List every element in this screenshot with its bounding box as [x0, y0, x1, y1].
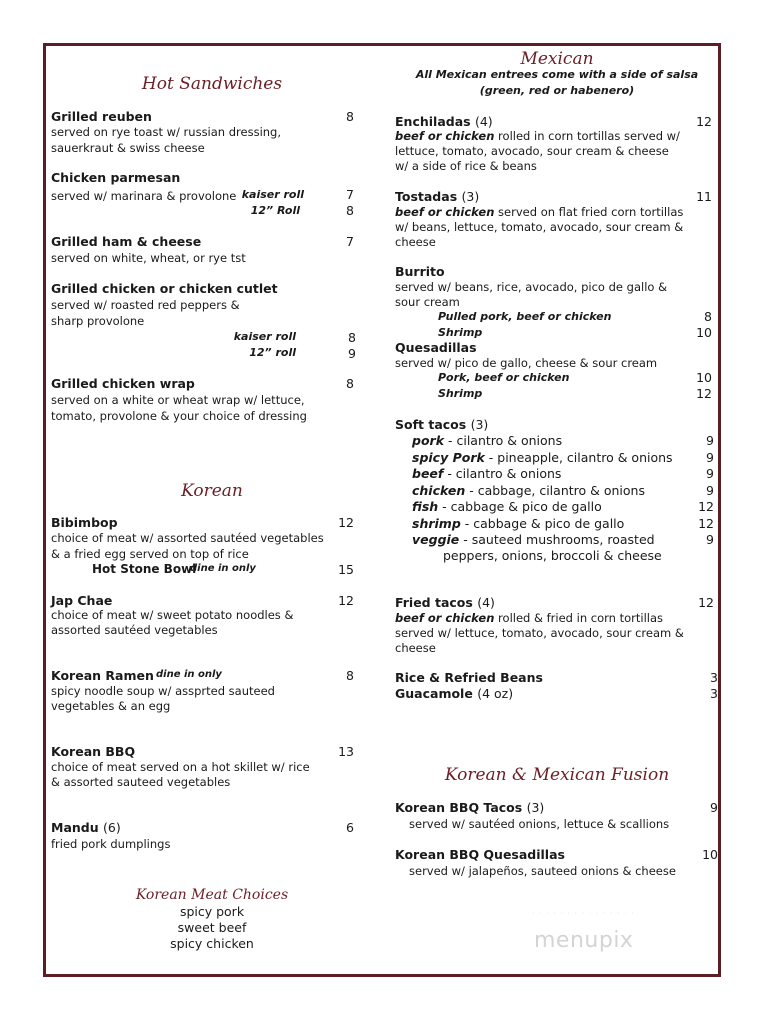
item-name: Quesadillas [395, 340, 477, 355]
item-price: 12 [698, 595, 714, 610]
taco-filling: fish [412, 499, 439, 514]
item-description: w/ beans, lettuce, tomato, avocado, sour cream & [395, 220, 684, 234]
item-price: 9 [348, 346, 356, 361]
taco-filling: chicken [412, 483, 466, 498]
item-price: 9 [710, 800, 718, 815]
item-price: 8 [346, 376, 354, 391]
item-description: & a fried egg served on top of rice [51, 547, 249, 561]
filling-option: Shrimp [438, 387, 483, 400]
item-name [395, 595, 495, 610]
item-description: served w/ beans, rice, avocado, pico de gallo & [395, 280, 668, 294]
item-description: served on white, wheat, or rye tst [51, 251, 246, 265]
item-name: Grilled chicken wrap [51, 376, 195, 391]
taco-filling: veggie [412, 532, 460, 547]
item-quantity: (3) [461, 189, 480, 204]
item-name: Korean BBQ [51, 744, 136, 759]
filling-option: Pork, beef or chicken [438, 371, 570, 384]
item-name: Bibimbop [51, 515, 118, 530]
taco-toppings: - sauteed mushrooms, roasted [459, 532, 655, 547]
item-name [395, 686, 513, 701]
item-name: Korean Ramen [51, 668, 154, 683]
item-name [395, 189, 479, 204]
item-variant-name: Hot Stone Bowl [92, 562, 197, 576]
item-description: cheese [395, 641, 436, 655]
meat-choice: sweet beef [177, 920, 247, 935]
item-description: served on a white or wheat wrap w/ lettuce, [51, 393, 305, 407]
item-price: 12 [696, 114, 712, 129]
item-price: 9 [706, 450, 714, 465]
item-description: w/ a side of rice & beans [395, 159, 537, 173]
taco-option [412, 483, 645, 498]
item-price: 9 [706, 532, 714, 547]
item-price: 8 [346, 203, 354, 218]
item-meat-choice: beef or chicken [395, 611, 495, 625]
item-price: 8 [704, 309, 712, 324]
item-price: 12 [338, 593, 354, 608]
item-name-text: Tostadas [395, 189, 458, 204]
item-description: tomato, provolone & your choice of dressing [51, 409, 307, 423]
item-description: choice of meat served on a hot skillet w/ rice [51, 760, 310, 774]
taco-option [412, 433, 562, 448]
size-option: 12” Roll [250, 204, 300, 217]
item-description: served w/ marinara & provolone [51, 189, 237, 203]
item-price: 12 [696, 386, 712, 401]
item-description: & assorted sauteed vegetables [51, 775, 231, 789]
item-quantity: (3) [526, 800, 545, 815]
taco-filling: beef [412, 466, 444, 481]
item-description: lettuce, tomato, avocado, sour cream & cheese [395, 144, 669, 158]
item-name [395, 114, 493, 129]
item-name: Grilled chicken or chicken cutlet [51, 281, 278, 296]
taco-option [412, 516, 624, 531]
item-name-text: Korean BBQ Tacos [395, 800, 523, 815]
mexican-note: (green, red or habenero) [479, 84, 635, 97]
item-price: 15 [338, 562, 354, 577]
taco-toppings: - cilantro & onions [444, 433, 563, 448]
item-name [51, 820, 121, 835]
item-price: 10 [702, 847, 718, 862]
item-description: spicy noodle soup w/ assprted sauteed [51, 684, 275, 698]
taco-filling: shrimp [412, 516, 461, 531]
size-option: kaiser roll [233, 330, 296, 343]
item-price: 11 [696, 189, 712, 204]
taco-option-continued: peppers, onions, broccoli & cheese [443, 548, 662, 563]
item-name: Korean BBQ Quesadillas [395, 847, 565, 862]
item-price: 10 [696, 370, 712, 385]
section-title-hot-sandwiches: Hot Sandwiches [141, 74, 283, 94]
item-quantity: (6) [102, 820, 121, 835]
item-price: 12 [698, 516, 714, 531]
item-description-text: rolled & fried in corn tortillas [494, 611, 663, 625]
menupix-watermark: menupix [534, 928, 634, 953]
item-note: dine in only [156, 669, 222, 680]
taco-filling: pork [412, 433, 445, 448]
item-price: 8 [346, 668, 354, 683]
filling-option: Shrimp [438, 326, 483, 339]
item-price: 7 [346, 187, 354, 202]
section-title-mexican: Mexican [520, 49, 594, 69]
taco-option [412, 499, 602, 514]
item-note: dine in only [190, 563, 256, 574]
item-quantity: (3) [470, 417, 489, 432]
item-name-text: Guacamole [395, 686, 473, 701]
taco-filling: spicy Pork [412, 450, 485, 465]
taco-toppings: - cabbage & pico de gallo [460, 516, 625, 531]
item-price: 13 [338, 744, 354, 759]
item-description: served w/ jalapeños, sauteed onions & cheese [409, 864, 676, 878]
item-name [395, 800, 544, 815]
item-name: Rice & Refried Beans [395, 670, 543, 685]
item-description: assorted sautéed vegetables [51, 623, 218, 637]
taco-toppings: - pineapple, cilantro & onions [484, 450, 673, 465]
item-price: 8 [348, 330, 356, 345]
item-description: served on rye toast w/ russian dressing, [51, 125, 282, 139]
taco-option [412, 450, 673, 465]
item-description: served w/ sautéed onions, lettuce & scallions [409, 817, 670, 831]
section-title-korean: Korean [181, 481, 243, 501]
item-price: 6 [346, 820, 354, 835]
item-price: 7 [346, 234, 354, 249]
taco-toppings: - cabbage & pico de gallo [438, 499, 602, 514]
item-description: served w/ pico de gallo, cheese & sour cream [395, 356, 658, 370]
meat-choices-title: Korean Meat Choices [135, 887, 289, 903]
item-name: Burrito [395, 264, 445, 279]
item-name [395, 417, 488, 432]
item-meat-choice: beef or chicken [395, 205, 495, 219]
item-price: 10 [696, 325, 712, 340]
item-description: sharp provolone [51, 314, 145, 328]
item-description [395, 204, 683, 220]
item-description: sauerkraut & swiss cheese [51, 141, 205, 155]
item-name-text: Enchiladas [395, 114, 471, 129]
item-quantity: (4 oz) [477, 686, 514, 701]
item-description: served w/ roasted red peppers & [51, 298, 240, 312]
meat-choice: spicy pork [179, 904, 245, 919]
item-price: 12 [338, 515, 354, 530]
item-quantity: (4) [474, 114, 493, 129]
item-price: 9 [706, 466, 714, 481]
item-name-text: Fried tacos [395, 595, 473, 610]
taco-option [412, 466, 561, 481]
item-description: fried pork dumplings [51, 837, 171, 851]
item-name: Grilled ham & cheese [51, 234, 202, 249]
item-price: 9 [706, 433, 714, 448]
mexican-note: All Mexican entrees come with a side of salsa [415, 68, 699, 81]
item-price: 12 [698, 499, 714, 514]
size-option: 12” roll [249, 346, 296, 359]
item-price: 3 [710, 686, 718, 701]
item-meat-choice: beef or chicken [395, 129, 495, 143]
item-description: choice of meat w/ sweet potato noodles & [51, 608, 294, 622]
taco-toppings: - cilantro & onions [443, 466, 562, 481]
filling-option: Pulled pork, beef or chicken [438, 310, 612, 323]
item-quantity: (4) [477, 595, 495, 610]
size-option: kaiser roll [241, 188, 304, 201]
item-name-text: Soft tacos [395, 417, 467, 432]
item-description [395, 128, 680, 144]
item-name: Grilled reuben [51, 109, 152, 124]
item-price: 8 [346, 109, 354, 124]
item-description: choice of meat w/ assorted sautéed vegetables [51, 531, 324, 545]
item-description-text: served on flat fried corn tortillas [494, 205, 684, 219]
taco-option [412, 532, 655, 547]
meat-choice: spicy chicken [170, 936, 254, 951]
taco-toppings: - cabbage, cilantro & onions [465, 483, 645, 498]
item-description-text: rolled in corn tortillas served w/ [494, 129, 680, 143]
item-name-text: Mandu [51, 820, 99, 835]
item-description [395, 610, 663, 626]
item-description: sour cream [395, 295, 460, 309]
watermark-tagline: · · · · · · · · · · · · · · · [532, 909, 635, 918]
item-price: 9 [706, 483, 714, 498]
section-title-fusion: Korean & Mexican Fusion [444, 765, 670, 785]
item-name: Jap Chae [51, 593, 113, 608]
item-description: cheese [395, 235, 436, 249]
item-price: 3 [710, 670, 718, 685]
item-description: vegetables & an egg [51, 699, 171, 713]
item-name: Chicken parmesan [51, 170, 181, 185]
item-description: served w/ lettuce, tomato, avocado, sour cream & [395, 626, 684, 640]
